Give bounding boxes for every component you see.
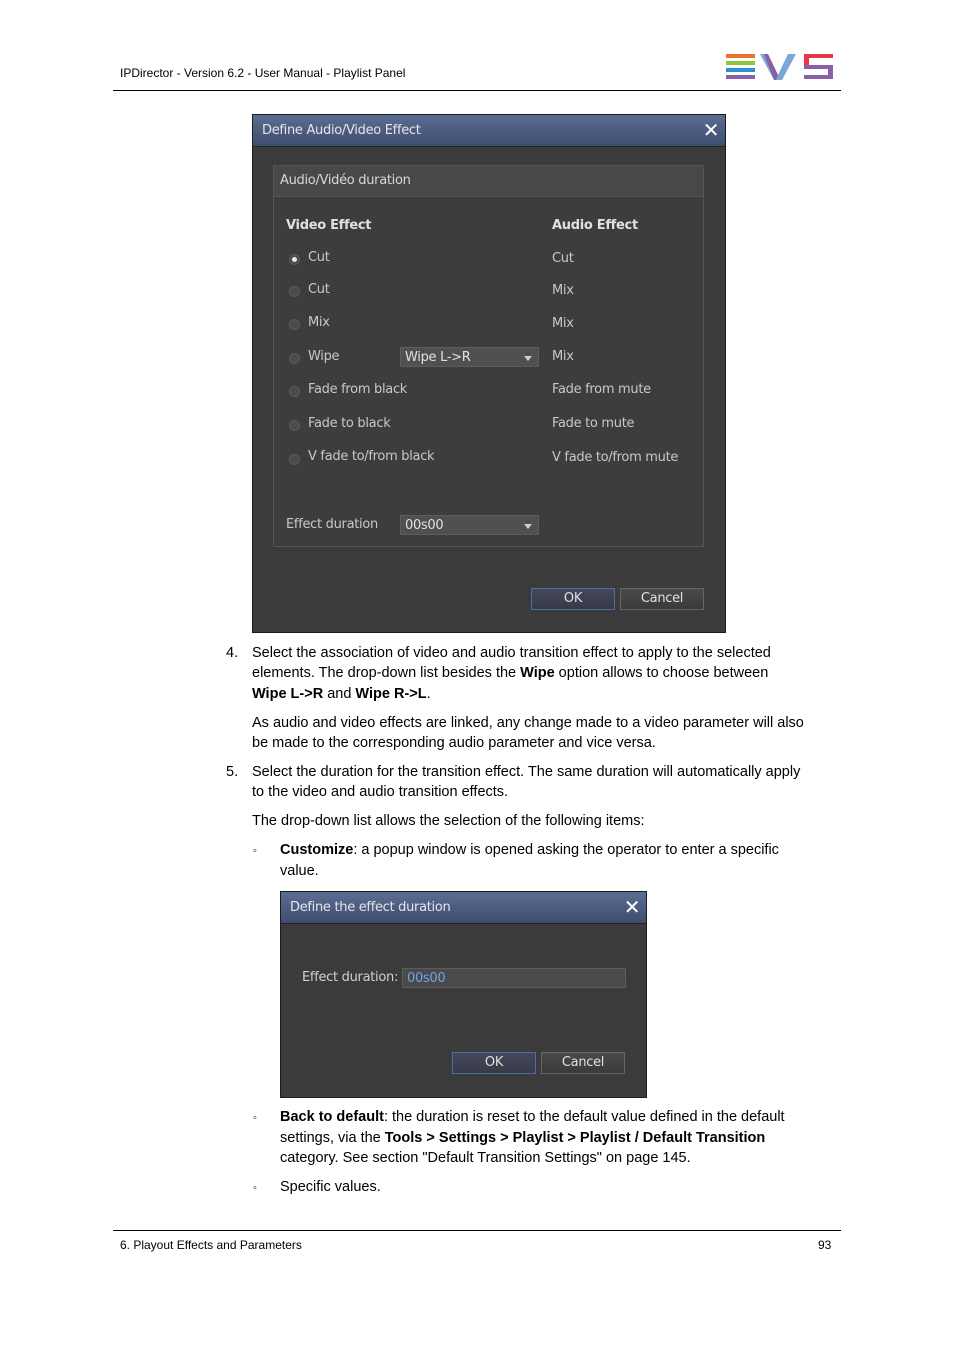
bullet3-line1: Specific values. bbox=[280, 1179, 381, 1195]
wipe-direction-value: Wipe L->R bbox=[405, 350, 471, 365]
bullet1-line1: Customize: a popup window is opened asking the operator to enter a specific bbox=[280, 842, 779, 858]
bullet2-line2: settings, via the Tools > Settings > Playlist > Playlist / Default Transition bbox=[280, 1130, 766, 1146]
radio-fade-from-black[interactable] bbox=[289, 386, 300, 397]
define-effect-duration-dialog bbox=[280, 891, 647, 1098]
dialog-title-bar bbox=[281, 892, 646, 924]
header-title: IPDirector - Version 6.2 - User Manual - Playlist Panel bbox=[120, 66, 406, 80]
audio-option-label: Mix bbox=[552, 316, 574, 331]
bullet2-line1: Back to default: the duration is reset to the default value defined in the default bbox=[280, 1109, 785, 1125]
effect-duration-input[interactable] bbox=[402, 968, 626, 988]
group-title: Audio/Vidéo duration bbox=[280, 173, 411, 188]
dialog-title: Define Audio/Video Effect bbox=[262, 123, 421, 138]
effect-duration-value: 00s00 bbox=[405, 518, 444, 533]
effect-duration-label: Effect duration bbox=[286, 517, 378, 532]
effect-duration-input-value: 00s00 bbox=[407, 971, 446, 986]
step4-note-line1: As audio and video effects are linked, any change made to a video parameter will also bbox=[252, 715, 804, 731]
radio-v-fade[interactable] bbox=[289, 454, 300, 465]
ok-button[interactable]: OK bbox=[531, 588, 615, 610]
step4-line1: Select the association of video and audio transition effect to apply to the selected bbox=[252, 645, 771, 661]
ok-button[interactable]: OK bbox=[452, 1052, 536, 1074]
radio-wipe[interactable] bbox=[289, 353, 300, 364]
video-option-label: Wipe bbox=[308, 349, 340, 364]
video-option-label: V fade to/from black bbox=[308, 449, 435, 464]
radio-fade-to-black[interactable] bbox=[289, 420, 300, 431]
video-option-label: Cut bbox=[308, 282, 330, 297]
cancel-button[interactable]: Cancel bbox=[620, 588, 704, 610]
audio-option-label: Mix bbox=[552, 283, 574, 298]
radio-mix[interactable] bbox=[289, 319, 300, 330]
footer-section: 6. Playout Effects and Parameters bbox=[120, 1238, 302, 1252]
step4-note-line2: be made to the corresponding audio parameter and vice versa. bbox=[252, 735, 656, 751]
cancel-button[interactable]: Cancel bbox=[541, 1052, 625, 1074]
video-option-label: Mix bbox=[308, 315, 330, 330]
page-number: 93 bbox=[818, 1238, 832, 1252]
audio-option-label: Cut bbox=[552, 251, 574, 266]
define-av-effect-dialog bbox=[252, 114, 726, 633]
audio-effect-header: Audio Effect bbox=[552, 218, 638, 233]
audio-option-label: Fade from mute bbox=[552, 382, 651, 397]
bullet-icon: ◦ bbox=[253, 845, 257, 857]
video-option-label: Cut bbox=[308, 250, 330, 265]
header-rule bbox=[113, 90, 841, 91]
close-icon[interactable]: ✕ bbox=[702, 118, 720, 142]
close-icon[interactable]: ✕ bbox=[623, 895, 641, 919]
footer-rule bbox=[113, 1230, 841, 1231]
video-option-label: Fade from black bbox=[308, 382, 408, 397]
step5-line1: Select the duration for the transition effect. The same duration will automatically apply bbox=[252, 764, 801, 780]
dialog-title: Define the effect duration bbox=[290, 900, 451, 915]
step4-line2: elements. The drop-down list besides the Wipe option allows to choose between bbox=[252, 665, 769, 681]
effect-duration-select[interactable] bbox=[400, 515, 539, 535]
step-number: 4. bbox=[226, 645, 239, 661]
dialog-title-bar bbox=[253, 115, 725, 147]
duration-group bbox=[273, 165, 704, 547]
wipe-direction-select[interactable] bbox=[400, 347, 539, 367]
audio-option-label: Fade to mute bbox=[552, 416, 635, 431]
video-option-label: Fade to black bbox=[308, 416, 391, 431]
audio-option-label: Mix bbox=[552, 349, 574, 364]
bullet1-line2: value. bbox=[280, 863, 319, 879]
bullet-icon: ◦ bbox=[253, 1112, 257, 1124]
evs-logo bbox=[726, 53, 834, 81]
chevron-down-icon bbox=[524, 356, 532, 361]
bullet2-line3: category. See section "Default Transition Settings" on page 145. bbox=[280, 1150, 691, 1166]
step5-intro: The drop-down list allows the selection of the following items: bbox=[252, 813, 645, 829]
video-effect-header: Video Effect bbox=[286, 218, 372, 233]
effect-duration-label: Effect duration: bbox=[302, 970, 399, 985]
group-header bbox=[274, 166, 703, 197]
step5-line2: to the video and audio transition effects. bbox=[252, 784, 509, 800]
audio-option-label: V fade to/from mute bbox=[552, 450, 679, 465]
radio-cut-2[interactable] bbox=[289, 286, 300, 297]
bullet-icon: ◦ bbox=[253, 1182, 257, 1194]
radio-cut-1[interactable] bbox=[289, 254, 300, 265]
chevron-down-icon bbox=[524, 524, 532, 529]
step4-line3: Wipe L->R and Wipe R->L. bbox=[252, 686, 431, 702]
step-number: 5. bbox=[226, 764, 239, 780]
